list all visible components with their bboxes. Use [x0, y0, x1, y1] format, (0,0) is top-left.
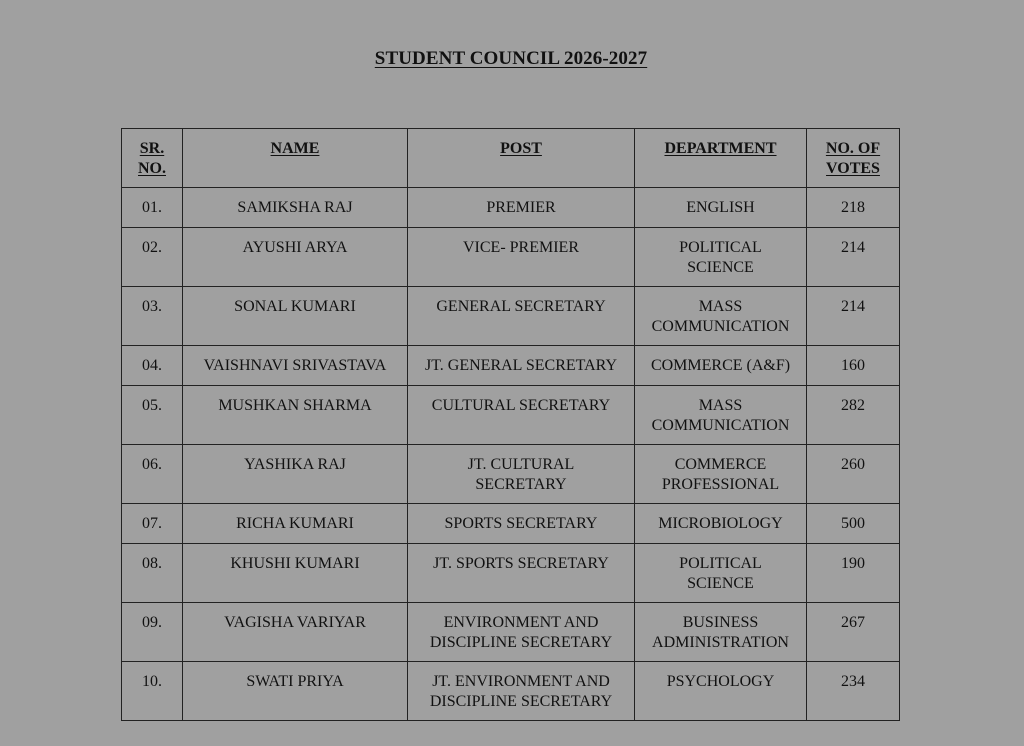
cell-name: YASHIKA RAJ: [183, 445, 408, 504]
cell-department: [635, 544, 807, 603]
cell-department-line2: COMMUNICATION: [651, 417, 790, 434]
table-row: [122, 603, 900, 662]
cell-sr-no: 06.: [122, 445, 183, 504]
page-title: STUDENT COUNCIL 2026-2027: [374, 48, 648, 69]
cell-department-line1: PSYCHOLOGY: [666, 673, 775, 690]
header-name: NAME: [183, 129, 408, 188]
cell-sr-no: 07.: [122, 504, 183, 544]
student-council-table: [121, 128, 900, 721]
cell-department: [635, 346, 807, 386]
cell-department-line1: COMMERCE: [674, 456, 767, 473]
cell-post: [408, 346, 635, 386]
cell-votes: 234: [807, 662, 900, 721]
cell-post: [408, 662, 635, 721]
cell-department: [635, 504, 807, 544]
header-post: POST: [408, 129, 635, 188]
cell-post-line1: CULTURAL SECRETARY: [431, 397, 611, 414]
table-header-row: [122, 129, 900, 188]
cell-department-line1: MICROBIOLOGY: [658, 515, 783, 532]
cell-votes: 190: [807, 544, 900, 603]
cell-name: SAMIKSHA RAJ: [183, 188, 408, 228]
cell-department-line1: POLITICAL: [679, 555, 762, 572]
cell-post-line1: ENVIRONMENT AND: [443, 614, 599, 631]
cell-department: [635, 662, 807, 721]
header-sr-line1: SR.: [139, 140, 165, 157]
cell-department-line1: POLITICAL: [679, 239, 762, 256]
cell-name: SONAL KUMARI: [183, 287, 408, 346]
cell-votes: 214: [807, 287, 900, 346]
header-votes-line1: NO. OF: [825, 140, 881, 157]
cell-votes: 218: [807, 188, 900, 228]
header-votes-line2: VOTES: [826, 160, 880, 177]
table-row: [122, 445, 900, 504]
cell-sr-no: 05.: [122, 386, 183, 445]
cell-post: [408, 188, 635, 228]
cell-name: SWATI PRIYA: [183, 662, 408, 721]
cell-post: [408, 445, 635, 504]
cell-votes: 214: [807, 228, 900, 287]
cell-department: [635, 287, 807, 346]
cell-post-line2: DISCIPLINE SECRETARY: [429, 634, 613, 651]
cell-department-line2: SCIENCE: [687, 259, 754, 276]
cell-name: AYUSHI ARYA: [183, 228, 408, 287]
header-sr-no: [122, 129, 183, 188]
cell-post: [408, 228, 635, 287]
cell-votes: 282: [807, 386, 900, 445]
cell-sr-no: 09.: [122, 603, 183, 662]
cell-post-line2: SECRETARY: [475, 476, 567, 493]
table-row: [122, 544, 900, 603]
cell-sr-no: 04.: [122, 346, 183, 386]
table-row: [122, 346, 900, 386]
cell-post-line1: JT. CULTURAL: [467, 456, 575, 473]
cell-sr-no: 03.: [122, 287, 183, 346]
table-row: [122, 287, 900, 346]
table-row: [122, 188, 900, 228]
cell-name: VAISHNAVI SRIVASTAVA: [183, 346, 408, 386]
header-votes: [807, 129, 900, 188]
cell-post-line1: JT. ENVIRONMENT AND: [432, 673, 610, 690]
header-sr-line2: NO.: [138, 160, 166, 177]
cell-votes: 160: [807, 346, 900, 386]
cell-department: [635, 603, 807, 662]
cell-department-line2: SCIENCE: [687, 575, 754, 592]
cell-post: [408, 504, 635, 544]
cell-sr-no: 01.: [122, 188, 183, 228]
cell-department-line2: PROFESSIONAL: [661, 476, 780, 493]
cell-votes: 260: [807, 445, 900, 504]
cell-name: RICHA KUMARI: [183, 504, 408, 544]
cell-sr-no: 08.: [122, 544, 183, 603]
cell-department: [635, 445, 807, 504]
cell-post: [408, 386, 635, 445]
cell-post: [408, 544, 635, 603]
cell-department: [635, 188, 807, 228]
cell-post-line1: PREMIER: [486, 199, 556, 216]
cell-post-line1: GENERAL SECRETARY: [436, 298, 606, 315]
cell-name: VAGISHA VARIYAR: [183, 603, 408, 662]
table-row: [122, 662, 900, 721]
cell-department-line2: COMMUNICATION: [651, 318, 790, 335]
cell-department: [635, 228, 807, 287]
cell-post: [408, 603, 635, 662]
cell-sr-no: 02.: [122, 228, 183, 287]
cell-post-line1: JT. SPORTS SECRETARY: [433, 555, 609, 572]
table-row: [122, 228, 900, 287]
cell-name: KHUSHI KUMARI: [183, 544, 408, 603]
cell-department: [635, 386, 807, 445]
cell-sr-no: 10.: [122, 662, 183, 721]
cell-votes: 267: [807, 603, 900, 662]
cell-post-line1: SPORTS SECRETARY: [444, 515, 598, 532]
table-row: [122, 386, 900, 445]
cell-name: MUSHKAN SHARMA: [183, 386, 408, 445]
cell-department-line1: MASS: [698, 397, 743, 414]
table-row: [122, 504, 900, 544]
cell-department-line1: MASS: [698, 298, 743, 315]
cell-department-line1: BUSINESS: [682, 614, 759, 631]
cell-post-line1: JT. GENERAL SECRETARY: [424, 357, 618, 374]
cell-post: [408, 287, 635, 346]
cell-post-line2: DISCIPLINE SECRETARY: [429, 693, 613, 710]
cell-post-line1: VICE- PREMIER: [463, 239, 579, 256]
header-department: DEPARTMENT: [635, 129, 807, 188]
cell-department-line1: ENGLISH: [686, 199, 755, 216]
cell-votes: 500: [807, 504, 900, 544]
cell-department-line1: COMMERCE (A&F): [650, 357, 791, 374]
cell-department-line2: ADMINISTRATION: [652, 634, 789, 651]
